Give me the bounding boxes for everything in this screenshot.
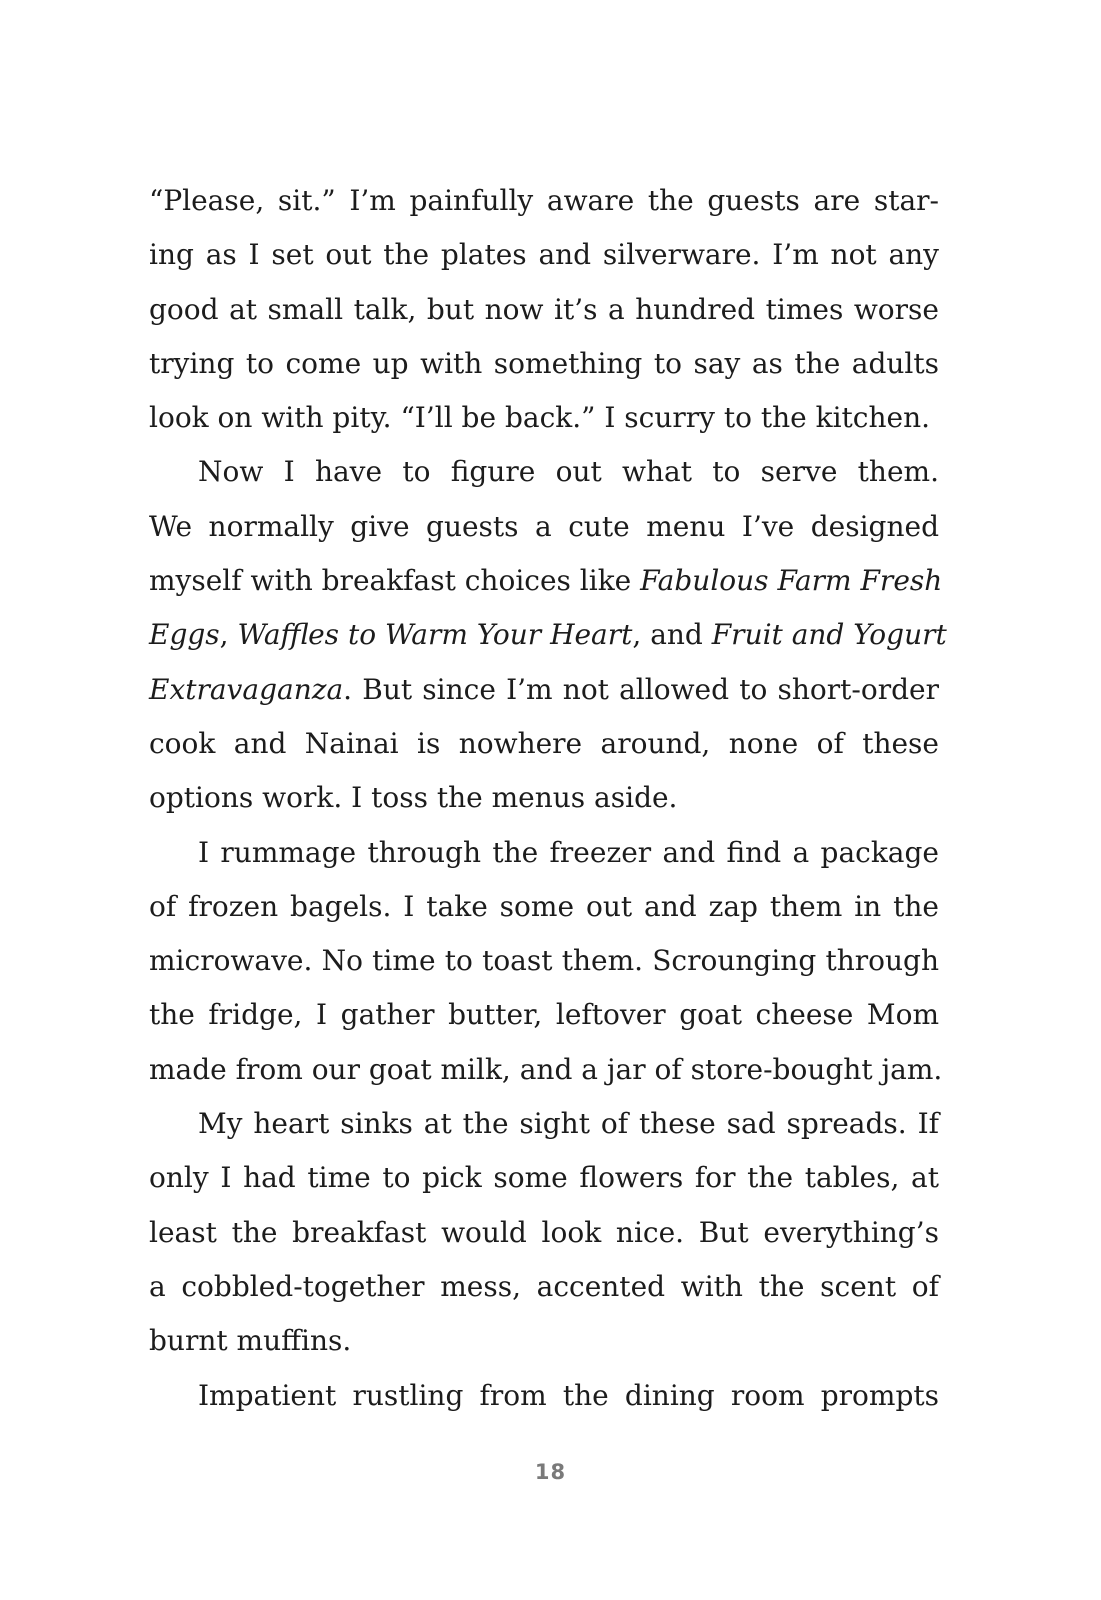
- text-line: least the breakfast would look nice. But everything’s: [149, 1215, 939, 1249]
- italic-text: Fabulous Farm Fresh: [640, 564, 943, 598]
- text-line: cook and Nainai is nowhere around, none of these: [149, 726, 939, 760]
- text-line: burnt muffins.: [149, 1324, 352, 1358]
- text-line: My heart sinks at the sight of these sad spreads. If: [198, 1107, 939, 1141]
- text-line: [149, 608, 947, 662]
- text-line: Impatient rustling from the dining room prompts: [198, 1378, 939, 1412]
- text-line: a cobbled-together mess, accented with the scent of: [149, 1269, 939, 1303]
- text-line: “Please, sit.” I’m painfully aware the guests are star-: [149, 184, 939, 217]
- text-segment: myself with breakfast choices like: [149, 564, 641, 598]
- paragraph: [149, 174, 939, 445]
- text-line: [149, 554, 943, 608]
- italic-text: Waffles to Warm Your Heart: [237, 618, 633, 652]
- text-line: good at small talk, but now it’s a hundred times worse: [149, 292, 939, 326]
- text-segment: ,: [219, 618, 238, 652]
- body-text: [149, 174, 947, 1423]
- text-line: look on with pity. “I’ll be back.” I scurry to the kitchen.: [149, 401, 931, 435]
- text-segment: , and: [632, 618, 712, 652]
- text-line: trying to come up with something to say as the adults: [149, 346, 939, 380]
- paragraph: [149, 445, 947, 825]
- text-line: We normally give guests a cute menu I’ve designed: [149, 509, 939, 543]
- text-line: options work. I toss the menus aside.: [149, 781, 678, 815]
- paragraph: [149, 1369, 939, 1423]
- text-line: of frozen bagels. I take some out and zap them in the: [149, 889, 939, 923]
- text-line: only I had time to pick some flowers for the tables, at: [149, 1161, 939, 1195]
- text-line: [149, 663, 939, 717]
- text-line: microwave. No time to toast them. Scrounging through: [149, 944, 939, 978]
- text-line: the fridge, I gather butter, leftover goat cheese Mom: [149, 998, 939, 1032]
- paragraph: [149, 826, 943, 1097]
- text-segment: . But since I’m not allowed to short-order: [343, 672, 939, 706]
- italic-text: Extravaganza: [149, 672, 344, 706]
- text-line: I rummage through the freezer and find a package: [198, 835, 939, 869]
- paragraph: [149, 1097, 939, 1368]
- text-line: made from our goat milk, and a jar of store-bought jam.: [149, 1052, 943, 1086]
- italic-text: Eggs: [149, 618, 220, 652]
- italic-text: Fruit and Yogurt: [711, 618, 947, 652]
- text-line: ing as I set out the plates and silverware. I’m not any: [149, 238, 939, 272]
- text-line: Now I have to figure out what to serve them.: [198, 455, 939, 489]
- page-number: 18: [534, 1460, 567, 1484]
